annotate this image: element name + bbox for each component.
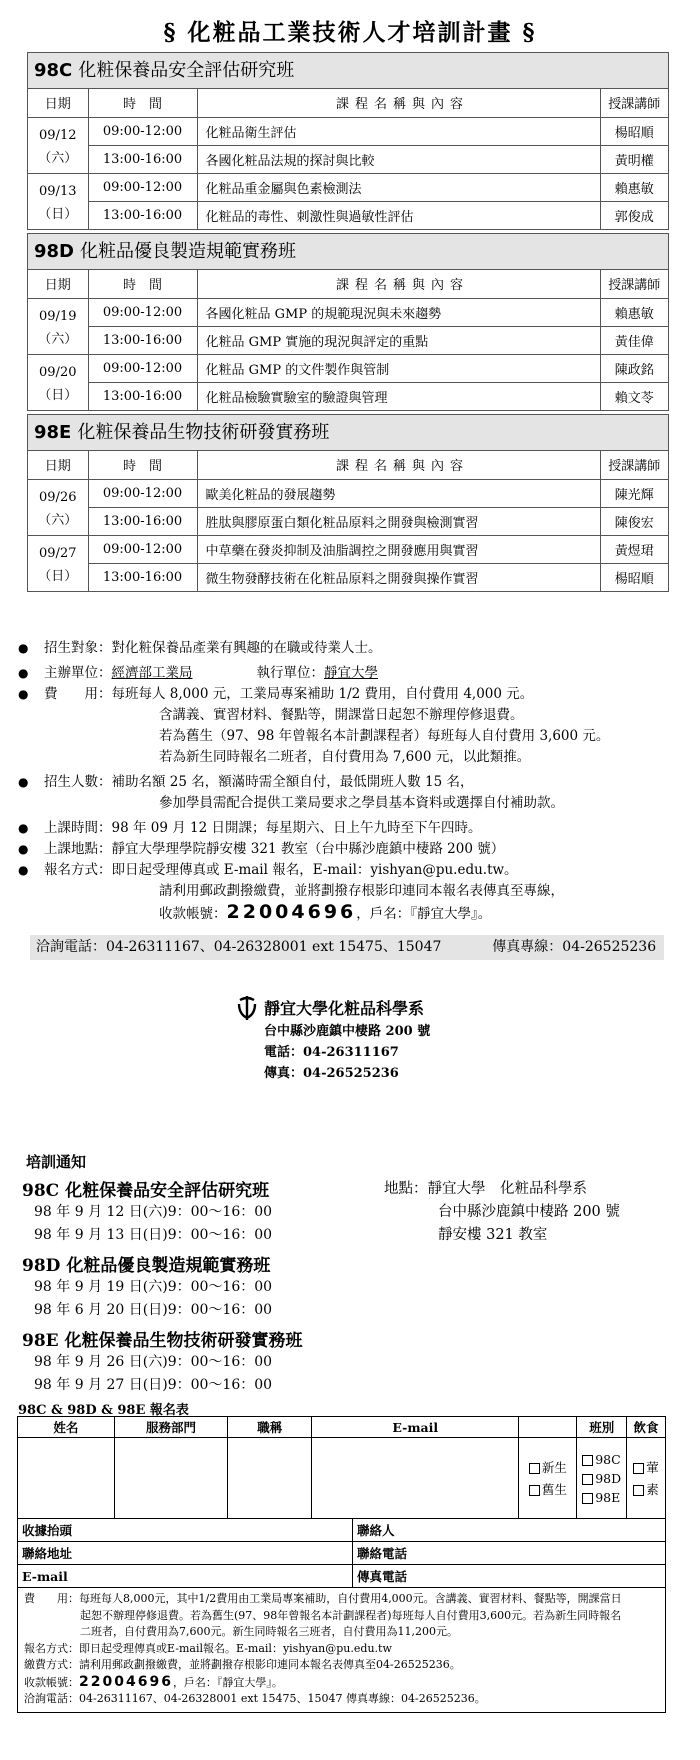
- session-weekday: （六）: [28, 507, 88, 535]
- session-date: 09/12: [28, 117, 88, 145]
- course-name: 化粧品優良製造規範實務班: [80, 241, 296, 262]
- schedule-row: [28, 354, 668, 382]
- checkbox-icon: [582, 1455, 593, 1466]
- schedule-row: [28, 563, 668, 591]
- session-instructor: 賴惠敏: [600, 173, 668, 201]
- notes-account-suffix: ，戶名：『靜宜大學』。: [172, 1675, 283, 1689]
- form-col-class: 班別: [577, 1417, 627, 1437]
- schedule-header-row: [28, 270, 668, 298]
- course-name: 化粧保養品生物技術研發實務班: [77, 422, 330, 443]
- form-col-diet: 飲食: [633, 1420, 659, 1435]
- session-time: 09:00-12:00: [88, 173, 197, 201]
- target-text: 招生對象：對化粧保養品產業有興趣的在職或待業人士。: [44, 640, 382, 656]
- session-instructor: 陳光輝: [600, 479, 668, 507]
- receipt-title-field[interactable]: 收據抬頭: [18, 1519, 353, 1541]
- bullet-icon: ●: [18, 863, 29, 877]
- session-weekday: （日）: [28, 201, 88, 229]
- class-98d-checkbox[interactable]: [582, 1471, 621, 1486]
- checkbox-icon: [582, 1493, 593, 1504]
- notice-class-title: 98E 化粧保養品生物技術研發實務班: [22, 1331, 303, 1351]
- schedule-row: [28, 479, 668, 507]
- form-pair-row: [18, 1542, 665, 1565]
- session-content: 歐美化粧品的發展趨勢: [197, 479, 600, 507]
- schedule-text: 上課時間：98 年 09 月 12 日開課；每星期六、日上午九時至下午四時。: [44, 820, 482, 836]
- fee-line: 若為新生同時報名二班者，自付費用為 7,600 元，以此類推。: [159, 749, 531, 765]
- bullet-icon: ●: [18, 666, 29, 680]
- course-heading: [28, 234, 668, 270]
- notes-account-number: 22004696: [79, 1673, 173, 1690]
- registration-form: [17, 1416, 666, 1713]
- email-field[interactable]: [312, 1438, 519, 1518]
- session-weekday: （六）: [28, 326, 88, 354]
- bullet-icon: ●: [18, 687, 29, 701]
- executor-label: 執行單位：: [256, 665, 324, 681]
- course-box-98e: [27, 414, 669, 592]
- session-time: 09:00-12:00: [88, 117, 197, 145]
- session-content: 化粧品 GMP 的文件製作與管制: [197, 354, 600, 382]
- course-schedule-table: [28, 89, 668, 229]
- form-col-department: 服務部門: [115, 1417, 229, 1437]
- schedule-row: [28, 326, 668, 354]
- notes-fee-line: 每班每人8,000元，其中1/2費用由工業局專案補助，自付費用4,000元。含講義、實習材料、餐點等，開課當日: [79, 1592, 622, 1605]
- session-time: 13:00-16:00: [88, 382, 197, 410]
- checkbox-icon: [633, 1485, 644, 1496]
- session-instructor: 黃煜珺: [600, 535, 668, 563]
- apply-line: 請利用郵政劃撥繳費，並將劃撥存根影印連同本報名表傳真至專線，: [159, 883, 564, 899]
- schedule-header-row: [28, 451, 668, 479]
- notes-fee-label: 費 用：: [24, 1592, 79, 1605]
- contact-phone-field[interactable]: 聯絡電話: [356, 1546, 407, 1561]
- col-date: 日期: [28, 270, 88, 298]
- col-time: 時 間: [88, 89, 197, 117]
- notes-apply: 報名方式：即日起受理傳真或E-mail報名。E-mail：yishyan@pu.edu.tw: [24, 1641, 392, 1655]
- notice-title: 培訓通知: [26, 1153, 87, 1171]
- account-number: 22004696: [226, 901, 357, 923]
- notice-class-date: 98 年 9 月 26 日(六)9：00～16：00: [34, 1354, 273, 1370]
- schedule-row: [28, 117, 668, 145]
- schedule-row: [28, 535, 668, 563]
- contact-phones: 洽詢電話：04-26311167、04-26328001 ext 15475、15047: [36, 939, 442, 955]
- notice-class-date: 98 年 9 月 19 日(六)9：00～16：00: [34, 1279, 273, 1295]
- notes-payment: 繳費方式：請利用郵政劃撥繳費，並將劃撥存根影印連同本報名表傳真至04-26525236。: [24, 1658, 461, 1671]
- session-date: 09/20: [28, 354, 88, 382]
- session-date: 09/19: [28, 298, 88, 326]
- session-time: 13:00-16:00: [88, 563, 197, 591]
- col-date: 日期: [28, 89, 88, 117]
- session-instructor: 黃佳偉: [600, 326, 668, 354]
- form-col-email: E-mail: [312, 1417, 519, 1437]
- name-field[interactable]: [18, 1438, 115, 1518]
- account-line: [18, 902, 688, 925]
- notes-fee-line: 二班者，自付費用為7,600元。新生同時報名三班者，自付費用為11,200元。: [80, 1625, 458, 1638]
- form-entry-row: [18, 1438, 665, 1519]
- class-98c-checkbox[interactable]: [582, 1452, 620, 1467]
- notice-location: [384, 1178, 620, 1247]
- schedule-row: [28, 382, 668, 410]
- location-line: 台中縣沙鹿鎮中棲路 200 號: [438, 1204, 620, 1220]
- session-date: 09/26: [28, 479, 88, 507]
- department-fax: 傳真：04-26525236: [264, 1066, 399, 1081]
- fee-line: 若為舊生（97、98 年曾報名本計劃課程者）每班每人自付費用 3,600 元。: [159, 728, 610, 744]
- col-instructor: 授課講師: [600, 451, 668, 479]
- course-heading: [28, 53, 668, 89]
- location-line: 地點：靜宜大學 化粧品科學系: [384, 1181, 587, 1197]
- session-time: 09:00-12:00: [88, 535, 197, 563]
- course-heading: [28, 415, 668, 451]
- form-col-title: 職稱: [228, 1417, 312, 1437]
- organizer-value: 經濟部工業局: [111, 665, 193, 681]
- executor-value: 靜宜大學: [324, 665, 378, 681]
- class-98e-checkbox[interactable]: [582, 1490, 620, 1505]
- notice-class-title: 98D 化粧品優良製造規範實務班: [22, 1256, 271, 1276]
- session-instructor: 楊昭順: [600, 563, 668, 591]
- session-time: 13:00-16:00: [88, 507, 197, 535]
- notice-class-date: 98 年 9 月 12 日(六)9：00～16：00: [34, 1204, 273, 1220]
- contact-bar: [30, 935, 664, 960]
- bullet-icon: ●: [18, 775, 29, 789]
- session-instructor: 陳政銘: [600, 354, 668, 382]
- bullet-icon: ●: [18, 821, 29, 835]
- contact-fax: 傳真專線：04-26525236: [492, 939, 657, 955]
- col-instructor: 授課講師: [600, 270, 668, 298]
- session-date: 09/13: [28, 173, 88, 201]
- quota-line: 補助名額 25 名，額滿時需全額自付，最低開班人數 15 名，: [111, 774, 474, 790]
- course-box-98d: [27, 233, 669, 411]
- department-address: 台中縣沙鹿鎮中棲路 200 號: [264, 1024, 431, 1039]
- session-content: 化粧品的毒性、刺激性與過敏性評估: [197, 201, 600, 229]
- notice-class-date: 98 年 9 月 13 日(日)9：00～16：00: [34, 1227, 273, 1243]
- class-98d-label: 98D: [595, 1470, 622, 1486]
- checkbox-icon: [633, 1463, 644, 1474]
- apply-line: 即日起受理傳真或 E-mail 報名，E-mail：yishyan@pu.edu.tw。: [111, 862, 518, 878]
- session-time: 13:00-16:00: [88, 201, 197, 229]
- status-new-checkbox[interactable]: [529, 1458, 567, 1476]
- course-name: 化粧保養品安全評估研究班: [78, 60, 295, 81]
- diet-meat-checkbox[interactable]: [633, 1458, 659, 1476]
- col-content: 課程名稱與內容: [197, 270, 600, 298]
- session-weekday: （日）: [28, 563, 88, 591]
- session-content: 各國化粧品 GMP 的規範現況與未來趨勢: [197, 298, 600, 326]
- session-content: 化粧品重金屬與色素檢測法: [197, 173, 600, 201]
- diet-veg-checkbox[interactable]: [633, 1480, 659, 1498]
- university-logo-icon: [236, 994, 258, 1022]
- session-content: 化粧品 GMP 實施的現況與評定的重點: [197, 326, 600, 354]
- form-col-status: [519, 1417, 577, 1437]
- col-content: 課程名稱與內容: [197, 89, 600, 117]
- bullet-icon: ●: [18, 641, 29, 655]
- form-pair-row: [18, 1565, 665, 1588]
- session-time: 13:00-16:00: [88, 145, 197, 173]
- session-content: 微生物發酵技術在化粧品原料之開發與操作實習: [197, 563, 600, 591]
- course-box-98c: [27, 52, 669, 230]
- fee-label: 費 用：: [44, 686, 112, 702]
- account-suffix: ，戶名：『靜宜大學』。: [356, 906, 492, 922]
- account-prefix: 收款帳號：: [159, 906, 227, 922]
- job-title-field[interactable]: [228, 1438, 312, 1518]
- session-content: 化粧品檢驗實驗室的驗證與管理: [197, 382, 600, 410]
- location-line: 靜安樓 321 教室: [438, 1227, 548, 1243]
- session-time: 09:00-12:00: [88, 298, 197, 326]
- session-instructor: 賴文苓: [600, 382, 668, 410]
- fax-phone-field[interactable]: 傳真電話: [356, 1569, 407, 1584]
- status-old-label: 舊生: [541, 1482, 567, 1497]
- notes-account-prefix: 收款帳號：: [24, 1675, 79, 1689]
- schedule-row: [28, 298, 668, 326]
- department-name: 靜宜大學化粧品科學系: [264, 999, 425, 1018]
- session-instructor: 楊昭順: [600, 117, 668, 145]
- col-content: 課程名稱與內容: [197, 451, 600, 479]
- notes-fee-line: 起恕不辦理停修退費。若為舊生(97、98年曾報名本計劃課程者)每班每人自付費用3,600元。若為新生同時報名: [80, 1608, 622, 1622]
- col-time: 時 間: [88, 270, 197, 298]
- session-instructor: 郭俊成: [600, 201, 668, 229]
- form-header-row: [18, 1417, 665, 1438]
- checkbox-icon: [529, 1463, 540, 1474]
- session-time: 09:00-12:00: [88, 479, 197, 507]
- course-schedule-table: [28, 270, 668, 410]
- quota-line: 參加學員需配合提供工業局要求之學員基本資料或選擇自付補助款。: [159, 795, 564, 811]
- notice-class-date: 98 年 9 月 27 日(日)9：00～16：00: [34, 1377, 273, 1393]
- department-block: [236, 998, 430, 1084]
- course-schedule-table: [28, 451, 668, 591]
- form-title: 98C & 98D & 98E 報名表: [18, 1403, 189, 1418]
- col-instructor: 授課講師: [600, 89, 668, 117]
- form-notes: [18, 1588, 665, 1712]
- schedule-row: [28, 173, 668, 201]
- class-98c-label: 98C: [595, 1451, 621, 1467]
- session-weekday: （日）: [28, 382, 88, 410]
- apply-label: 報名方式：: [44, 862, 112, 878]
- venue-text: 上課地點：靜宜大學理學院靜安樓 321 教室（台中縣沙鹿鎮中棲路 200 號）: [44, 841, 505, 857]
- course-code: 98E: [34, 422, 72, 443]
- course-code: 98D: [34, 241, 74, 262]
- quota-label: 招生人數：: [44, 774, 112, 790]
- session-content: 各國化粧品法規的探討與比較: [197, 145, 600, 173]
- session-content: 化粧品衛生評估: [197, 117, 600, 145]
- session-time: 13:00-16:00: [88, 326, 197, 354]
- notice-class-title: 98C 化粧保養品安全評估研究班: [22, 1181, 270, 1201]
- session-content: 胜肽與膠原蛋白類化粧品原料之開發與檢測實習: [197, 507, 600, 535]
- status-old-checkbox[interactable]: [529, 1480, 567, 1498]
- session-weekday: （六）: [28, 145, 88, 173]
- notes-phones: 洽詢電話：04-26311167、04-26328001 ext 15475、15047 傳真專線：04-26525236。: [24, 1692, 486, 1705]
- department-tel: 電話：04-26311167: [264, 1045, 399, 1060]
- checkbox-icon: [582, 1474, 593, 1485]
- organizer-label: 主辦單位：: [44, 665, 112, 681]
- info-section: [18, 638, 688, 925]
- schedule-row: [28, 507, 668, 535]
- checkbox-icon: [529, 1485, 540, 1496]
- department-field[interactable]: [115, 1438, 229, 1518]
- schedule-row: [28, 145, 668, 173]
- status-new-label: 新生: [541, 1460, 567, 1475]
- session-date: 09/27: [28, 535, 88, 563]
- col-date: 日期: [28, 451, 88, 479]
- page-title: § 化粧品工業技術人才培訓計畫 §: [163, 19, 537, 46]
- fee-line: 每班每人 8,000 元，工業局專案補助 1/2 費用，自付費用 4,000 元。: [111, 686, 534, 702]
- contact-person-field[interactable]: 聯絡人: [356, 1523, 395, 1538]
- diet-meat-label: 葷: [646, 1460, 659, 1475]
- schedule-header-row: [28, 89, 668, 117]
- form-col-name: 姓名: [18, 1417, 115, 1437]
- session-instructor: 黃明權: [600, 145, 668, 173]
- form-pair-row: [18, 1519, 665, 1542]
- col-time: 時 間: [88, 451, 197, 479]
- course-code: 98C: [34, 60, 73, 81]
- session-instructor: 陳俊宏: [600, 507, 668, 535]
- session-content: 中草藥在發炎抑制及油脂調控之開發應用與實習: [197, 535, 600, 563]
- notice-class-date: 98 年 6 月 20 日(日)9：00～16：00: [34, 1302, 273, 1318]
- class-98e-label: 98E: [595, 1489, 621, 1505]
- schedule-row: [28, 201, 668, 229]
- session-instructor: 賴惠敏: [600, 298, 668, 326]
- fee-line: 含講義、實習材料、餐點等，開課當日起恕不辦理停修退費。: [159, 707, 524, 723]
- form-email-field[interactable]: E-mail: [18, 1565, 353, 1587]
- diet-veg-label: 素: [646, 1482, 659, 1497]
- contact-address-field[interactable]: 聯絡地址: [18, 1542, 353, 1564]
- bullet-icon: ●: [18, 842, 29, 856]
- session-time: 09:00-12:00: [88, 354, 197, 382]
